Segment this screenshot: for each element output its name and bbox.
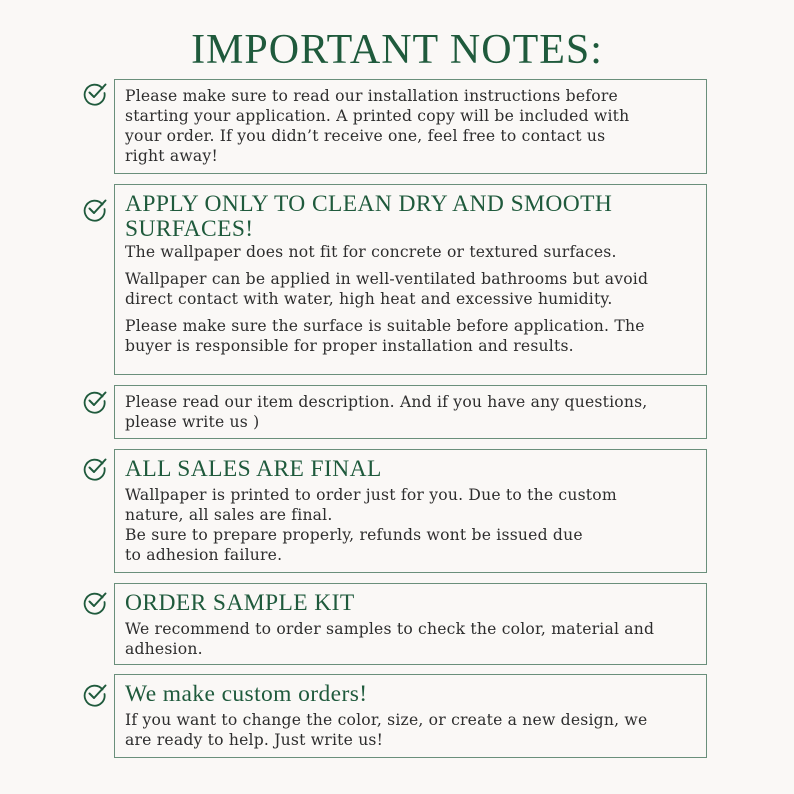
note-box	[114, 449, 707, 573]
note-box	[114, 385, 707, 439]
note-text: Wallpaper can be applied in well-ventilated bathrooms but avoid direct contact with water, high heat and excessive humidity.	[125, 270, 649, 308]
note-text: We recommend to order samples to check the color, material and adhesion.	[125, 620, 655, 658]
check-circle-icon	[82, 196, 108, 222]
note-heading: APPLY ONLY TO CLEAN DRY AND SMOOTH SURFACES!	[125, 191, 613, 242]
check-circle-icon	[82, 681, 108, 707]
note-text: Please make sure to read our installation instructions before starting your application. A printed copy will be included with your order. If you didn’t receive one, feel free to contact us right away!	[125, 87, 630, 165]
note-box	[114, 583, 707, 665]
note-text: Wallpaper is printed to order just for you. Due to the custom nature, all sales are final. Be sure to prepare properly, refunds wont be issued due to adhesion failure.	[125, 486, 617, 564]
note-text: Please read our item description. And if you have any questions, please write us )	[125, 393, 648, 431]
note-box	[114, 184, 707, 375]
note-heading: ORDER SAMPLE KIT	[125, 590, 355, 616]
note-text: If you want to change the color, size, or create a new design, we are ready to help. Just write us!	[125, 711, 648, 749]
note-heading: ALL SALES ARE FINAL	[125, 456, 382, 482]
check-circle-icon	[82, 80, 108, 106]
note-heading: We make custom orders!	[125, 681, 368, 707]
check-circle-icon	[82, 455, 108, 481]
note-box	[114, 79, 707, 174]
note-text: The wallpaper does not fit for concrete or textured surfaces.	[125, 243, 617, 261]
check-circle-icon	[82, 589, 108, 615]
note-text: Please make sure the surface is suitable before application. The buyer is responsible for proper installation and results.	[125, 317, 645, 355]
page-title: IMPORTANT NOTES:	[191, 27, 603, 73]
check-circle-icon	[82, 388, 108, 414]
note-box	[114, 674, 707, 758]
